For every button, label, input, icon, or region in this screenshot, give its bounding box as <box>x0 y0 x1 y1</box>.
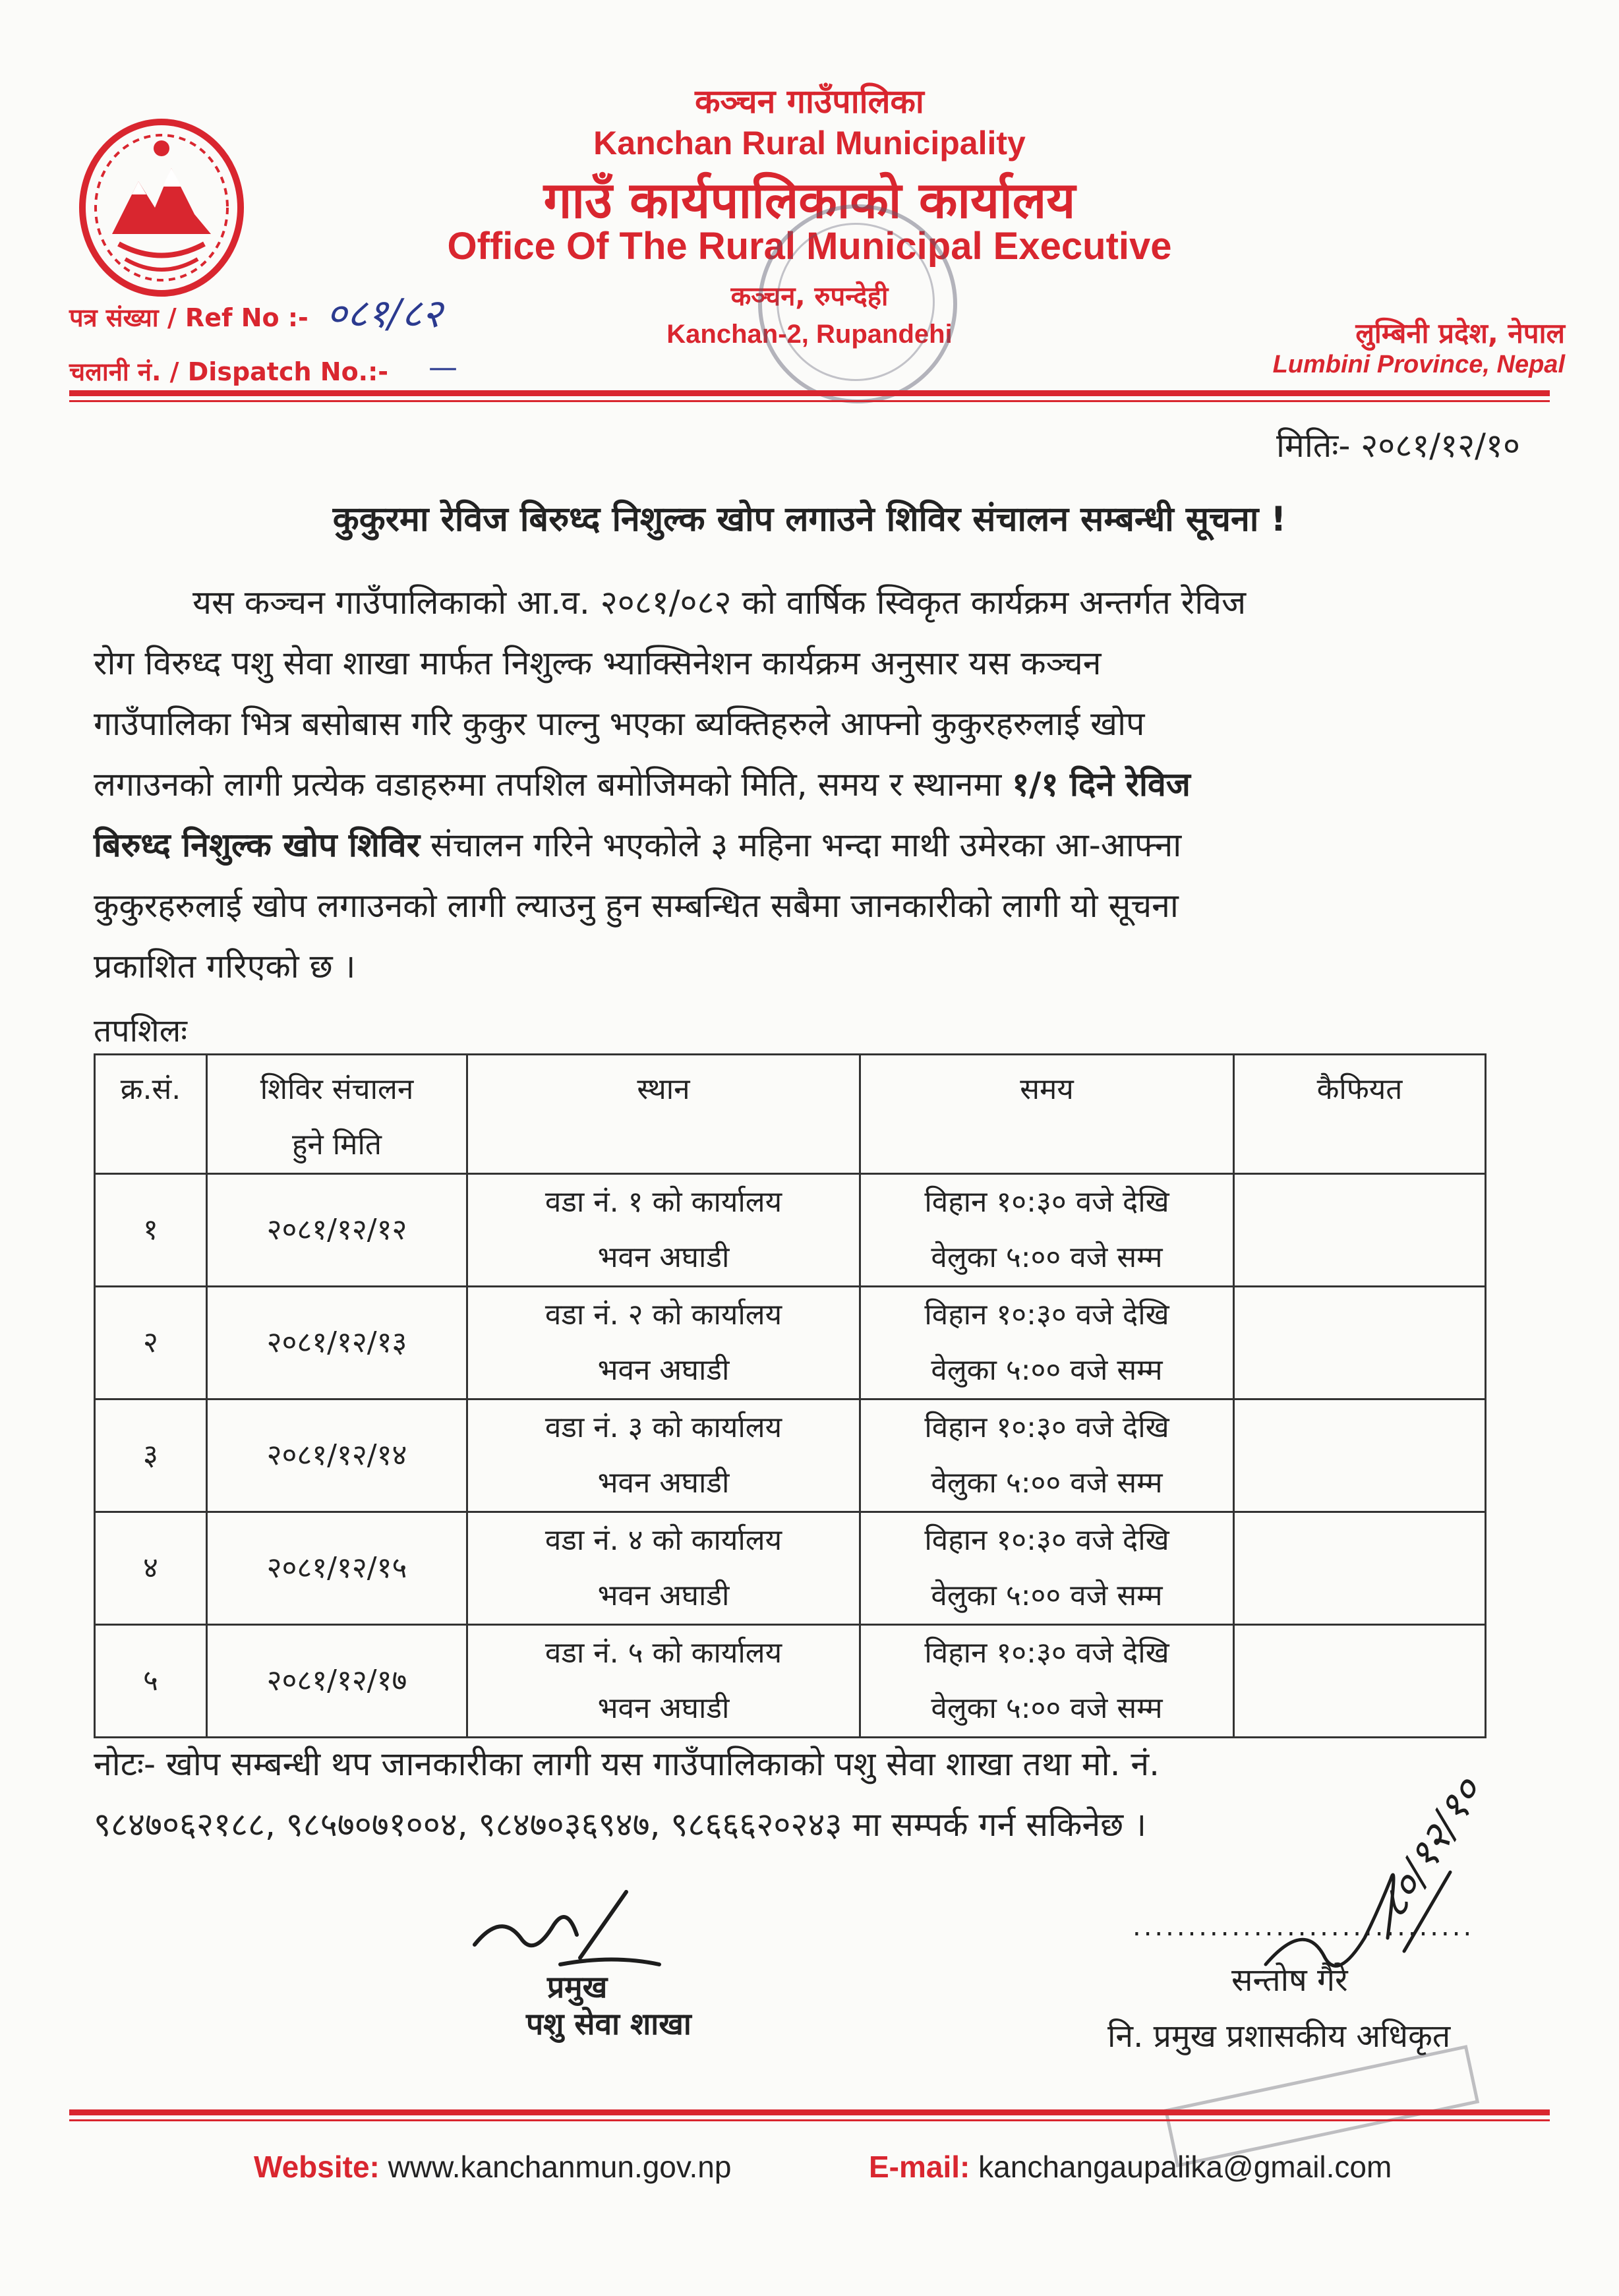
email-link[interactable]: kanchangaupalika@gmail.com <box>978 2150 1392 2184</box>
contact-note <box>94 1734 1485 1855</box>
website-label: Website: <box>254 2150 380 2184</box>
table-row <box>95 1174 1486 1287</box>
footer-rule-thick <box>69 2109 1550 2115</box>
table-header-row <box>95 1055 1486 1174</box>
body-line <box>94 815 1485 875</box>
right-signatory-name: सन्तोष गैरे <box>1231 1962 1348 1999</box>
table-row <box>95 1399 1486 1512</box>
cell-sn: २ <box>95 1287 207 1399</box>
office-stamp <box>758 204 957 403</box>
time-line2: वेलुका ५:०० वजे सम्म <box>931 1579 1163 1612</box>
cell-time <box>860 1174 1234 1287</box>
municipality-name-np: कञ्चन गाउँपालिका <box>695 82 924 121</box>
cell-date: २०८१/१२/१७ <box>207 1625 467 1738</box>
place-line2: भवन अघाडी <box>597 1353 730 1387</box>
header-date <box>207 1055 467 1174</box>
location-en: Kanchan-2, Rupandehi <box>666 320 953 349</box>
province-en: Lumbini Province, Nepal <box>1272 351 1565 378</box>
cell-remarks <box>1234 1174 1486 1287</box>
email-label: E-mail: <box>869 2150 970 2184</box>
note-line: नोटः- खोप सम्बन्धी थप जानकारीका लागी यस गाउँपालिकाको पशु सेवा शाखा तथा मो. नं. <box>94 1745 1160 1783</box>
cell-place <box>467 1287 860 1399</box>
tapashil-label: तपशिलः <box>94 1013 187 1049</box>
header-rule-thin <box>69 400 1550 402</box>
cell-time <box>860 1399 1234 1512</box>
cell-time <box>860 1287 1234 1399</box>
cell-time <box>860 1512 1234 1625</box>
office-name-en: Office Of The Rural Municipal Executive <box>447 225 1172 268</box>
cell-sn: १ <box>95 1174 207 1287</box>
cell-sn: ३ <box>95 1399 207 1512</box>
header-time: समय <box>860 1055 1234 1174</box>
cell-remarks <box>1234 1512 1486 1625</box>
place-line2: भवन अघाडी <box>597 1579 730 1612</box>
location-np: कञ्चन, रुपन्देही <box>730 281 889 312</box>
body-line: कुकुरहरुलाई खोप लगाउनको लागी ल्याउनु हुन सम्बन्धित सबैमा जानकारीको लागी यो सूचना <box>94 887 1179 925</box>
header-date-line1: शिविर संचालन <box>260 1073 414 1106</box>
cell-place <box>467 1625 860 1738</box>
camp-schedule-table <box>94 1053 1487 1738</box>
footer-email <box>869 2149 1392 2185</box>
footer-website <box>254 2149 731 2185</box>
table-row <box>95 1512 1486 1625</box>
cell-remarks <box>1234 1287 1486 1399</box>
dispatch-no-label: चलानी नं. / Dispatch No.:- <box>69 357 389 386</box>
time-line1: विहान १०:३० वजे देखि <box>924 1523 1169 1557</box>
left-signatory-dept: पशु सेवा शाखा <box>526 2006 692 2042</box>
cell-date: २०८१/१२/१५ <box>207 1512 467 1625</box>
cell-sn: ४ <box>95 1512 207 1625</box>
time-line2: वेलुका ५:०० वजे सम्म <box>931 1241 1163 1274</box>
body-line: यस कञ्चन गाउँपालिकाको आ.व. २०८१/०८२ को वार्षिक स्विकृत कार्यक्रम अन्तर्गत रेविज <box>192 583 1247 622</box>
header-date-line2: हुने मिति <box>292 1128 382 1162</box>
website-link[interactable]: www.kanchanmun.gov.np <box>388 2150 732 2184</box>
body-line: गाउँपालिका भित्र बसोबास गरि कुकुर पाल्नु भएका ब्यक्तिहरुले आफ्नो कुकुरहरुलाई खोप <box>94 705 1145 743</box>
place-line2: भवन अघाडी <box>597 1692 730 1725</box>
cell-place <box>467 1174 860 1287</box>
cell-date: २०८१/१२/१३ <box>207 1287 467 1399</box>
body-bold-text: बिरुध्द निशुल्क खोप शिविर <box>94 826 421 864</box>
time-line2: वेलुका ५:०० वजे सम्म <box>931 1692 1163 1725</box>
letter-date: मितिः- २०८१/१२/१० <box>1276 427 1520 465</box>
cell-place <box>467 1399 860 1512</box>
header-rule-thick <box>69 390 1550 396</box>
letter-body <box>94 572 1485 997</box>
body-line: प्रकाशित गरिएको छ । <box>94 947 356 986</box>
time-line2: वेलुका ५:०० वजे सम्म <box>931 1353 1163 1387</box>
place-line2: भवन अघाडी <box>597 1466 730 1500</box>
place-line1: वडा नं. १ को कार्यालय <box>545 1185 782 1219</box>
body-text: लगाउनको लागी प्रत्येक वडाहरुमा तपशिल बमोजिमको मिति, समय र स्थानमा <box>94 765 1013 804</box>
cell-sn: ५ <box>95 1625 207 1738</box>
cell-remarks <box>1234 1625 1486 1738</box>
table-row <box>95 1625 1486 1738</box>
cell-place <box>467 1512 860 1625</box>
time-line2: वेलुका ५:०० वजे सम्म <box>931 1466 1163 1500</box>
letter-subject: कुकुरमा रेविज बिरुध्द निशुल्क खोप लगाउने शिविर संचालन सम्बन्धी सूचना ! <box>332 500 1287 539</box>
place-line1: वडा नं. ५ को कार्यालय <box>545 1636 782 1670</box>
header-place: स्थान <box>467 1055 860 1174</box>
place-line2: भवन अघाडी <box>597 1241 730 1274</box>
time-line1: विहान १०:३० वजे देखि <box>924 1185 1169 1219</box>
note-line: ९८४७०६२१८८, ९८५७०७१००४, ९८४७०३६९४७, ९८६६६२०२४३ मा सम्पर्क गर्न सकिनेछ । <box>94 1806 1147 1844</box>
place-line1: वडा नं. ४ को कार्यालय <box>545 1523 782 1557</box>
cell-time <box>860 1625 1234 1738</box>
body-line <box>94 754 1485 815</box>
place-line1: वडा नं. २ को कार्यालय <box>545 1298 782 1332</box>
time-line1: विहान १०:३० वजे देखि <box>924 1411 1169 1444</box>
table-row <box>95 1287 1486 1399</box>
office-name-np: गाउँ कार्यपालिकाको कार्यालय <box>543 171 1076 229</box>
body-line: रोग विरुध्द पशु सेवा शाखा मार्फत निशुल्क भ्याक्सिनेशन कार्यक्रम अनुसार यस कञ्चन <box>94 644 1102 682</box>
cell-remarks <box>1234 1399 1486 1512</box>
cell-date: २०८१/१२/१४ <box>207 1399 467 1512</box>
signature-date-handwritten: ८०/१२/१० <box>1368 1769 1492 1927</box>
municipality-name-en: Kanchan Rural Municipality <box>593 125 1026 162</box>
signature-dotted-line: ............................... <box>1133 1912 1475 1942</box>
body-bold-text: १/१ दिने रेविज <box>1012 765 1191 804</box>
left-signatory-title: प्रमुख <box>547 1969 608 2005</box>
header-sn: क्र.सं. <box>95 1055 207 1174</box>
place-line1: वडा नं. ३ को कार्यालय <box>545 1411 782 1444</box>
time-line1: विहान १०:३० वजे देखि <box>924 1298 1169 1332</box>
ref-no-label: पत्र संख्या / Ref No :- <box>69 303 309 332</box>
time-line1: विहान १०:३० वजे देखि <box>924 1636 1169 1670</box>
header-remarks: कैफियत <box>1234 1055 1486 1174</box>
ref-no-value: ०८१/८२ <box>326 291 443 337</box>
body-text: संचालन गरिने भएकोले ३ महिना भन्दा माथी उमेरका आ-आफ्ना <box>420 826 1182 864</box>
footer-rule-thin <box>69 2119 1550 2121</box>
province-np: लुम्बिनी प्रदेश, नेपाल <box>1355 317 1565 349</box>
cell-date: २०८१/१२/१२ <box>207 1174 467 1287</box>
dispatch-no-value: — <box>428 351 457 384</box>
right-signatory-title: नि. प्रमुख प्रशासकीय अधिकृत <box>1107 2018 1451 2055</box>
